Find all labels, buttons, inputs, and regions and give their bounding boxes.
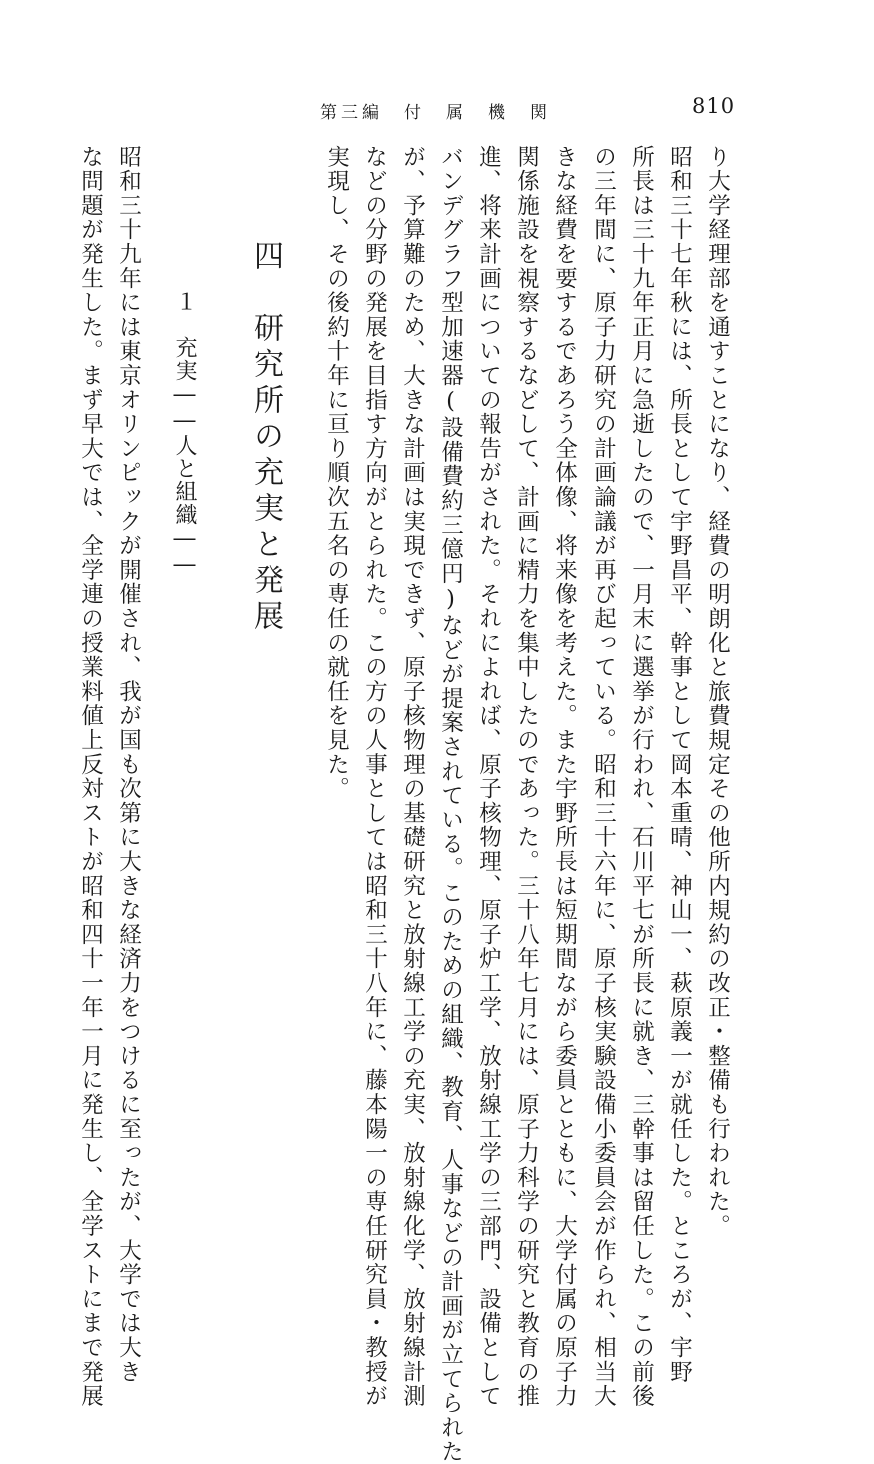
- body-line: 昭和三十九年には東京オリンピックが開催され、我が国も次第に大きな経済力をつけるに至ったが、大学では大き: [115, 145, 142, 1385]
- body-line: り大学経理部を通すことになり、経費の明朗化と旅費規定その他所内規約の改正・整備も行われた。: [704, 145, 731, 1239]
- body-line: 関係施設を視察するなどして、計画に精力を集中したのであった。三十八年七月には、原子力科学の研究と教育の推: [513, 145, 540, 1409]
- body-line: きな経費を要するであろう全体像、将来像を考えた。また宇野所長は短期間ながら委員とともに、大学付属の原子力: [551, 145, 578, 1409]
- page-number: 810: [692, 94, 736, 118]
- body-line: 昭和三十七年秋には、所長として宇野昌平、幹事として岡本重晴、神山一、萩原義一が就任した。ところが、宇野: [666, 145, 693, 1385]
- body-line: 進、将来計画についての報告がされた。それによれば、原子核物理、原子炉工学、放射線工学の三部門、設備として: [475, 145, 502, 1409]
- subsection-heading: １ 充実――人と組織――: [172, 290, 197, 578]
- body-line: な問題が発生した。まず早大では、全学連の授業料値上反対ストが昭和四十一年一月に発生し、全学ストにまで発展: [77, 145, 104, 1409]
- body-line: が、予算難のため、大きな計画は実現できず、原子核物理の基礎研究と放射線工学の充実、放射線化学、放射線計測: [399, 145, 426, 1409]
- body-line: 実現し、その後約十年に亘り順次五名の専任の就任を見た。: [323, 145, 350, 802]
- body-line: 所長は三十九年正月に急逝したので、一月末に選挙が行われ、石川平七が所長に就き、三幹事は留任した。この前後: [628, 145, 655, 1409]
- body-line: の三年間に、原子力研究の計画論議が再び起っている。昭和三十六年に、原子核実験設備小委員会が作られ、相当大: [590, 145, 617, 1409]
- running-header: 第三編 付 属 機 関: [320, 103, 551, 123]
- body-line: などの分野の発展を目指す方向がとられた。この方の人事としては昭和三十八年に、藤本陽一の専任研究員・教授が: [361, 145, 388, 1409]
- section-heading: 四 研究所の充実と発展: [248, 240, 283, 636]
- body-line: バンデグラフ型加速器(設備費約三億円)などが提案されている。このための組織、教育、人事などの計画が立てられた: [437, 145, 464, 1464]
